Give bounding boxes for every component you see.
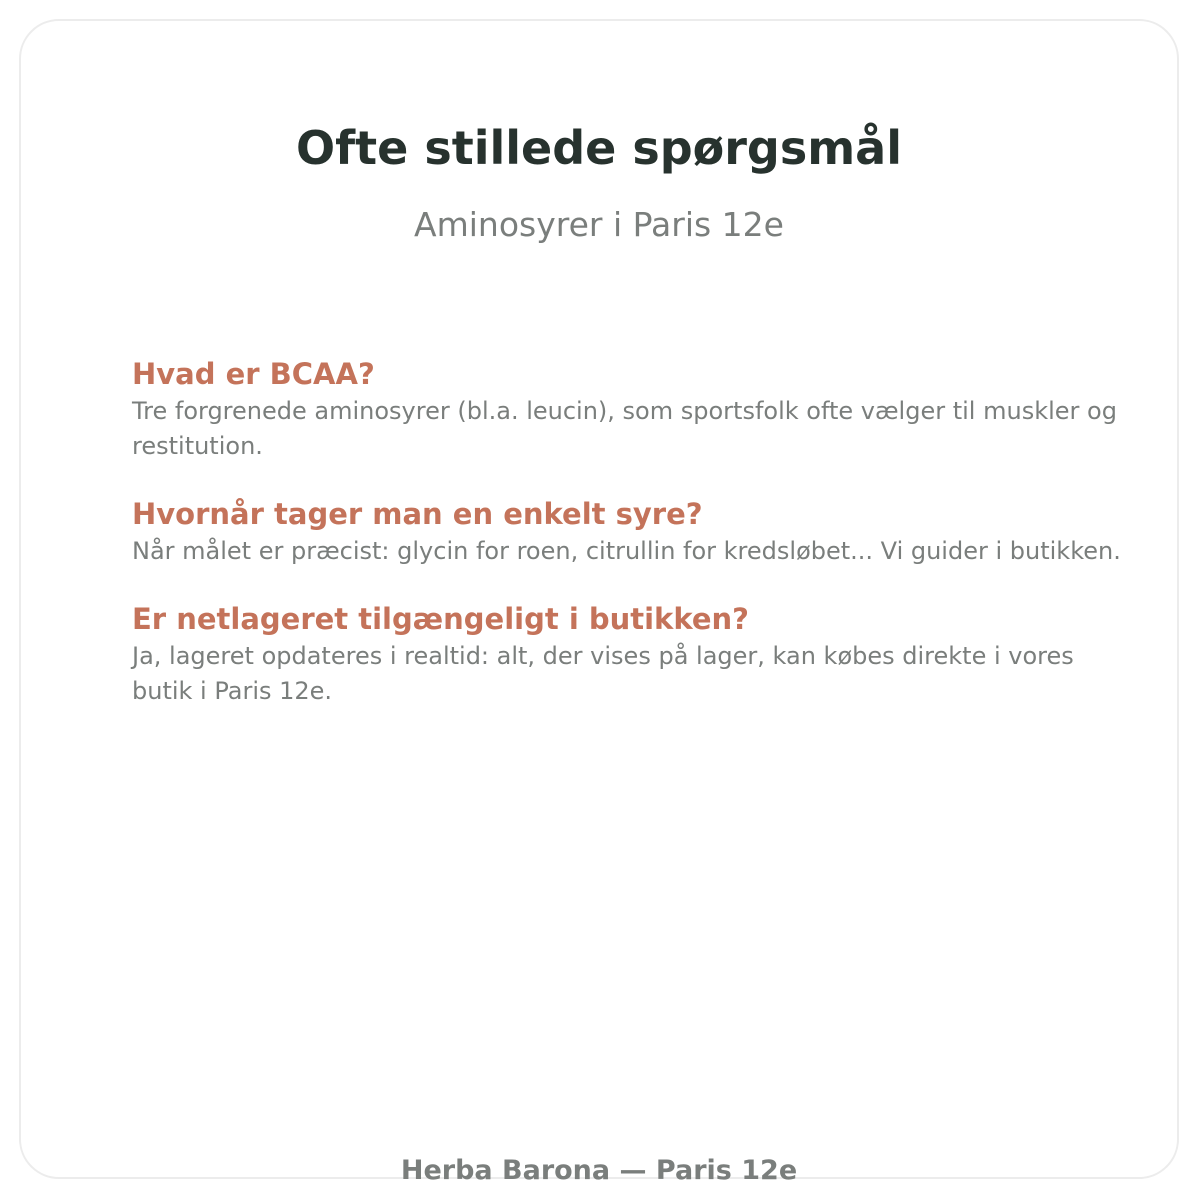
faq-question: Er netlageret tilgængeligt i butikken? [132,602,749,636]
faq-item-bcaa [132,354,1122,464]
page-title: Ofte stillede spørgsmål [296,121,902,175]
faq-item-stock [132,599,1122,709]
page-subtitle: Aminosyrer i Paris 12e [414,205,784,244]
faq-list [132,354,1122,739]
faq-question: Hvornår tager man en enkelt syre? [132,497,703,531]
faq-answer: Ja, lageret opdateres i realtid: alt, der vises på lager, kan købes direkte i vores butik i Paris 12e. [132,642,1074,705]
faq-item-single-acid [132,494,1122,569]
faq-question: Hvad er BCAA? [132,357,375,391]
footer-brand: Herba Barona — Paris 12e [400,1155,798,1186]
faq-answer: Tre forgrenede aminosyrer (bl.a. leucin), som sportsfolk ofte vælger til muskler og restitution. [132,397,1117,460]
faq-answer: Når målet er præcist: glycin for roen, citrullin for kredsløbet... Vi guider i butikken. [132,537,1121,565]
faq-card [19,19,1179,1186]
